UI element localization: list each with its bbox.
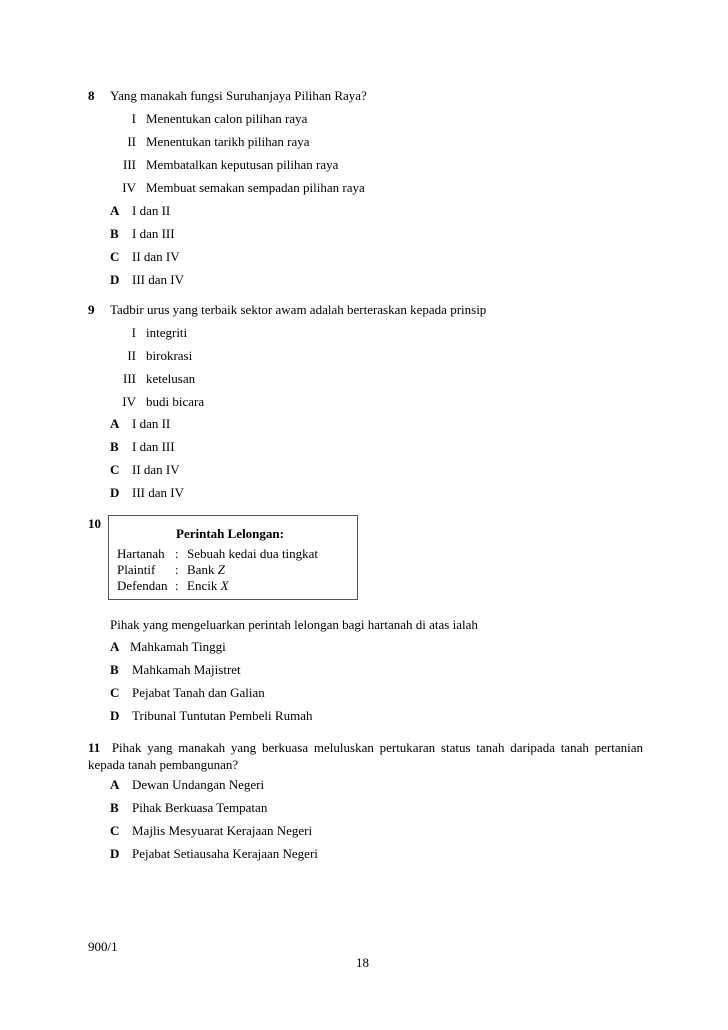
question-11-stem: Pihak yang manakah yang berkuasa meluluskan pertukaran status tanah daripada tanah pertanian kepada tanah pembangunan? bbox=[88, 740, 643, 772]
row-separator: : bbox=[175, 578, 179, 593]
q9-option-a[interactable] bbox=[110, 416, 170, 432]
roman-numeral: III bbox=[123, 371, 136, 386]
question-9-stem: Tadbir urus yang terbaik sektor awam adalah berteraskan kepada prinsip bbox=[110, 302, 487, 317]
auction-order-row bbox=[117, 578, 229, 594]
q9-statement bbox=[110, 371, 195, 387]
q11-option-a[interactable] bbox=[110, 777, 264, 793]
auction-order-row bbox=[117, 562, 225, 578]
option-letter: C bbox=[110, 823, 120, 838]
row-value: Bank bbox=[187, 562, 218, 577]
question-9-number: 9 bbox=[88, 302, 95, 317]
question-10-stem: Pihak yang mengeluarkan perintah lelongan bagi hartanah di atas ialah bbox=[110, 617, 478, 632]
option-letter: D bbox=[110, 485, 120, 500]
option-text: I dan III bbox=[132, 226, 175, 241]
roman-numeral: III bbox=[123, 157, 136, 172]
q8-statement bbox=[110, 157, 338, 173]
q8-option-b[interactable] bbox=[110, 226, 175, 242]
option-text: Majlis Mesyuarat Kerajaan Negeri bbox=[132, 823, 313, 838]
row-key: Hartanah bbox=[117, 546, 165, 561]
q11-option-b[interactable] bbox=[110, 800, 267, 816]
option-letter: B bbox=[110, 439, 119, 454]
option-letter: D bbox=[110, 708, 120, 723]
statement-text: Menentukan calon pilihan raya bbox=[146, 111, 308, 126]
statement-text: integriti bbox=[146, 325, 188, 340]
q9-option-d[interactable] bbox=[110, 485, 184, 501]
q10-option-d[interactable] bbox=[110, 708, 312, 724]
auction-order-title: Perintah Lelongan: bbox=[176, 526, 284, 541]
row-value-italic: X bbox=[220, 578, 229, 593]
option-text: Mahkamah Tinggi bbox=[130, 639, 226, 654]
option-letter: B bbox=[110, 800, 119, 815]
q8-option-a[interactable] bbox=[110, 203, 170, 219]
option-letter: D bbox=[110, 846, 120, 861]
statement-text: birokrasi bbox=[146, 348, 193, 363]
option-letter: A bbox=[110, 639, 120, 654]
option-text: I dan III bbox=[132, 439, 175, 454]
page-number: 18 bbox=[356, 955, 369, 970]
roman-numeral: I bbox=[131, 325, 136, 340]
q10-option-b[interactable] bbox=[110, 662, 241, 678]
option-letter: D bbox=[110, 272, 120, 287]
option-text: Pejabat Tanah dan Galian bbox=[132, 685, 265, 700]
q8-statement bbox=[110, 180, 365, 196]
roman-numeral: IV bbox=[122, 394, 136, 409]
question-11-number: 11 bbox=[88, 740, 101, 755]
option-letter: C bbox=[110, 249, 120, 264]
q9-option-b[interactable] bbox=[110, 439, 175, 455]
option-letter: B bbox=[110, 662, 119, 677]
roman-numeral: II bbox=[127, 348, 136, 363]
option-letter: A bbox=[110, 203, 120, 218]
q9-statement bbox=[110, 325, 187, 341]
option-text: II dan IV bbox=[132, 462, 180, 477]
q10-option-c[interactable] bbox=[110, 685, 265, 701]
option-letter: C bbox=[110, 685, 120, 700]
auction-order-row bbox=[117, 546, 318, 562]
question-8-number: 8 bbox=[88, 88, 95, 103]
option-text: I dan II bbox=[132, 416, 171, 431]
q8-option-d[interactable] bbox=[110, 272, 184, 288]
q8-option-c[interactable] bbox=[110, 249, 180, 265]
roman-numeral: I bbox=[131, 111, 136, 126]
option-text: II dan IV bbox=[132, 249, 180, 264]
q9-option-c[interactable] bbox=[110, 462, 180, 478]
option-letter: C bbox=[110, 462, 120, 477]
row-key: Defendan bbox=[117, 578, 168, 593]
option-letter: B bbox=[110, 226, 119, 241]
row-value: Sebuah kedai dua tingkat bbox=[187, 546, 319, 561]
row-value-italic: Z bbox=[217, 562, 225, 577]
statement-text: Menentukan tarikh pilihan raya bbox=[146, 134, 310, 149]
q11-option-c[interactable] bbox=[110, 823, 312, 839]
option-text: III dan IV bbox=[132, 272, 184, 287]
statement-text: Membuat semakan sempadan pilihan raya bbox=[146, 180, 365, 195]
option-text: I dan II bbox=[132, 203, 171, 218]
roman-numeral: IV bbox=[122, 180, 136, 195]
row-key: Plaintif bbox=[117, 562, 156, 577]
question-11 bbox=[88, 739, 643, 773]
q10-option-a[interactable] bbox=[110, 639, 226, 655]
q9-statement bbox=[110, 394, 204, 410]
option-text: III dan IV bbox=[132, 485, 184, 500]
q9-statement bbox=[110, 348, 192, 364]
statement-text: ketelusan bbox=[146, 371, 196, 386]
q8-statement bbox=[110, 111, 307, 127]
option-text: Dewan Undangan Negeri bbox=[132, 777, 265, 792]
statement-text: budi bicara bbox=[146, 394, 205, 409]
statement-text: Membatalkan keputusan pilihan raya bbox=[146, 157, 339, 172]
row-separator: : bbox=[175, 546, 179, 561]
row-separator: : bbox=[175, 562, 179, 577]
option-text: Pejabat Setiausaha Kerajaan Negeri bbox=[132, 846, 318, 861]
paper-code: 900/1 bbox=[88, 939, 118, 954]
question-10-number: 10 bbox=[88, 516, 101, 531]
roman-numeral: II bbox=[127, 134, 136, 149]
option-letter: A bbox=[110, 777, 120, 792]
option-text: Mahkamah Majistret bbox=[132, 662, 241, 677]
option-letter: A bbox=[110, 416, 120, 431]
question-8-stem: Yang manakah fungsi Suruhanjaya Pilihan Raya? bbox=[110, 88, 367, 103]
q8-statement bbox=[110, 134, 310, 150]
option-text: Pihak Berkuasa Tempatan bbox=[132, 800, 268, 815]
option-text: Tribunal Tuntutan Pembeli Rumah bbox=[132, 708, 313, 723]
q11-option-d[interactable] bbox=[110, 846, 318, 862]
row-value: Encik bbox=[187, 578, 221, 593]
